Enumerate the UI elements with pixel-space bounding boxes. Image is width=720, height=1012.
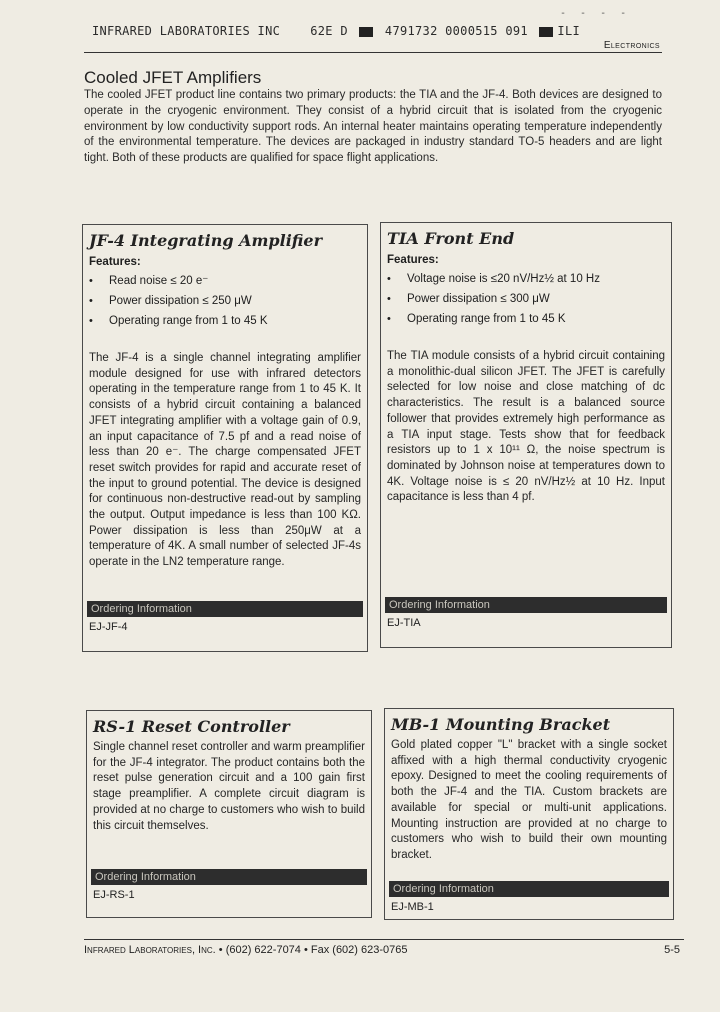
footer: [84, 944, 408, 956]
tia-card: [380, 222, 672, 648]
rs1-ordering-code: EJ-RS-1: [93, 889, 135, 901]
footer-contact: • (602) 622-7074 • Fax (602) 623-0765: [215, 944, 408, 956]
intro-text: The cooled JFET product line contains two primary products: the TIA and the JF-4. Both devices are designed to operate in the cryogenic environment. They consist of a hybrid circuit that is isolated from the cryogenic environment by low conductivity support rods. An internal heater maintains operating temperature independently of the environmental temperature. The devices are packaged in industry standard TO-5 headers and are light tight. Both of these products are qualified for space flight applications.: [84, 89, 662, 165]
tia-ordering-code: EJ-TIA: [387, 617, 421, 629]
mb1-description: Gold plated copper "L" bracket with a single socket affixed with a high thermal conductivity cryogenic epoxy. Designed to meet the cooling requirements of both the JF-4 and the TIA. Custom brackets are available for special or multi-unit applications. Mounting instruction are provided at no charge to customers who wish to build their own mounting bracket.: [391, 739, 667, 861]
tia-feature: • Power dissipation ≤ 300 μW: [385, 289, 671, 309]
jf4-description: The JF-4 is a single channel integrating amplifier module designed for use with infrared detectors operating in the temperature range from 1 to 45 K. It consists of a hybrid circuit containing a balanced JFET integrating amplifier with a voltage gain of 0.9, an input capacitance of 7.5 pf and a read noise of less than 20 e⁻. The charge compensated JFET reset switch provides for rapid and accurate reset of the input to ground potential. The device is designed for continuous non-destructive read-out by sampling the output. Output impedance is less than 100 KΩ. Power dissipation is less than 250μW at a temperature of 4K. A small number of selected JF-4s operate in the LN2 temperature range.: [89, 352, 361, 569]
jf4-card: [82, 224, 368, 652]
tia-feature: • Voltage noise is ≤20 nV/Hz½ at 10 Hz: [385, 269, 671, 289]
footer-divider: [84, 939, 684, 940]
scan-header-suffix: ILI: [557, 24, 580, 38]
scan-header: [92, 24, 580, 38]
intro-title: Cooled JFET Amplifiers: [84, 68, 262, 87]
scan-header-number: 4791732 0000515 091: [384, 24, 528, 38]
rs1-ordering-bar: Ordering Information: [91, 869, 367, 885]
page-number: 5-5: [664, 944, 680, 956]
tia-feature: • Operating range from 1 to 45 K: [385, 309, 671, 329]
mb1-ordering-bar: Ordering Information: [389, 881, 669, 897]
scan-block-mark: [539, 27, 553, 37]
scan-header-code: 62E D: [310, 24, 348, 38]
rs1-title: RS-1 Reset Controller: [93, 717, 290, 736]
scan-block-mark: [359, 27, 373, 37]
tia-title: TIA Front End: [387, 229, 515, 248]
jf4-ordering-bar: Ordering Information: [87, 601, 363, 617]
brand-label: Electronics: [603, 40, 660, 51]
scan-marks: - - - -: [560, 8, 631, 19]
tia-features-label: Features:: [387, 254, 439, 266]
header-divider: [84, 52, 662, 53]
jf4-features-list: [87, 271, 367, 331]
jf4-feature: • Power dissipation ≤ 250 μW: [87, 291, 367, 311]
mb1-ordering-code: EJ-MB-1: [391, 901, 434, 913]
tia-features-list: [385, 269, 671, 329]
mb1-card: [384, 708, 674, 920]
footer-company: Infrared Laboratories, Inc.: [84, 944, 216, 956]
jf4-ordering-code: EJ-JF-4: [89, 621, 128, 633]
mb1-title: MB-1 Mounting Bracket: [391, 715, 611, 734]
jf4-title: JF-4 Integrating Amplifier: [89, 231, 323, 250]
tia-description: The TIA module consists of a hybrid circuit containing a monolithic-dual silicon JFET. The JFET is carefully selected for low noise and close matching of dc characteristics. The result is a balanced source follower that provides extremely high performance as a TIA input stage. Tests show that for feedback resistors up to 1 x 10¹¹ Ω, the noise spectrum is dominated by Johnson noise at temperatures down to 4K. Voltage noise is ≤ 20 nV/Hz½ at 10 Hz. Input capacitance is less than 4 pf.: [387, 350, 665, 504]
jf4-feature: • Read noise ≤ 20 e⁻: [87, 271, 367, 291]
rs1-card: [86, 710, 372, 918]
scan-header-company: INFRARED LABORATORIES INC: [92, 24, 281, 38]
rs1-description: Single channel reset controller and warm preamplifier for the JF-4 integrator. The product contains both the reset pulse generation circuit and a 100 gain first stage preamplifier. A complete circuit diagram is provided at no charge to customers who wish to build this circuit themselves.: [93, 741, 365, 832]
jf4-features-label: Features:: [89, 256, 141, 268]
tia-ordering-bar: Ordering Information: [385, 597, 667, 613]
jf4-feature: • Operating range from 1 to 45 K: [87, 311, 367, 331]
